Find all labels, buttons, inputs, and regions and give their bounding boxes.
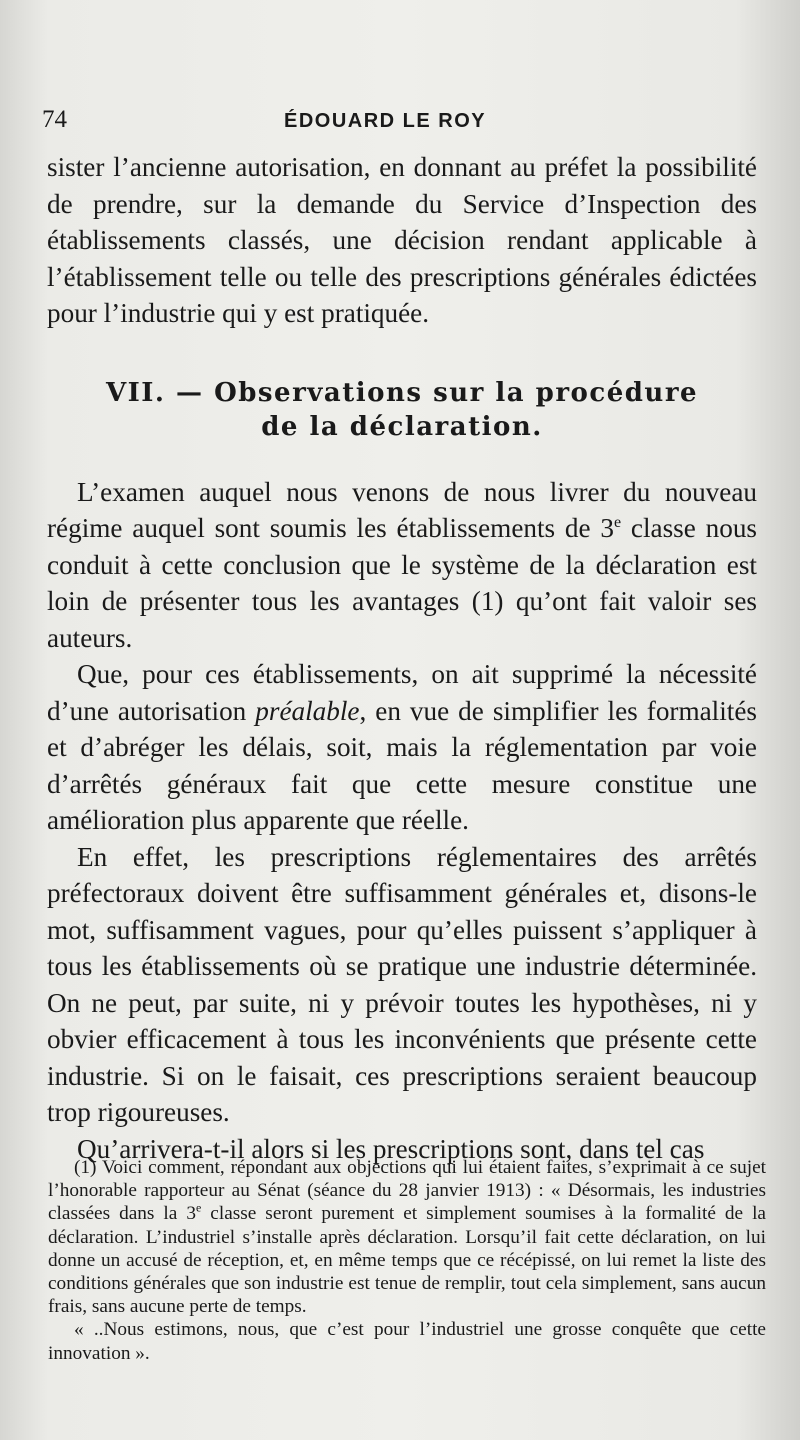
ordinal-superscript: e [614, 513, 622, 531]
paragraph-examen [47, 474, 757, 657]
section-title-line-1: VII. — Observations sur la procédure [105, 377, 699, 408]
paragraph-que-text-1: Que, pour ces établissements, on ait supprimé la nécessité d’une autorisation [47, 659, 757, 726]
page-number: 74 [42, 106, 67, 133]
paragraph-que [47, 656, 757, 839]
section-title [47, 376, 757, 444]
italic-prealable: préalable [255, 695, 360, 726]
paragraph-qu-arrivera: Qu’arrivera-t-il alors si les prescriptions sont, dans tel cas [77, 1133, 705, 1164]
footnote-1-quote: « ..Nous estimons, nous, que c’est pour l’industriel une grosse conquête que cette innovation ». [48, 1319, 766, 1364]
footnotes [48, 1156, 766, 1365]
paragraph-en-effet: En effet, les prescriptions réglementaires des arrêtés préfectoraux doivent être suffisamment générales et, disons-le mot, suffisamment vagues, pour qu’elles puissent s’appliquer à tous les établissements où se pratique une industrie déterminée. On ne peut, par suite, ni y prévoir toutes les hypothèses, ni y obvier efficacement à tous les inconvénients que présente cette industrie. Si on le faisait, ces prescriptions seraient beaucoup trop rigoureuses. [47, 841, 757, 1127]
footnote-1-text-2: classe seront purement et simplement soumises à la formalité de la déclaration. L’industriel s’installe après déclaration. Lorsqu’il fait cette déclaration, on lui donne un accusé de réception, et, en même temps que ce récépissé, on lui remet la liste des conditions générales que son industrie est tenue de remplir, tout cela simplement, sans aucun frais, sans aucune perte de temps. [48, 1203, 766, 1318]
footnote-1-text-1: (1) Voici comment, répondant aux objections qui lui étaient faites, s’exprimait à ce sujet l’honorable rapporteur au Sénat (séance du 28 janvier 1913) : « Désormais, les industries classées dans la 3 [48, 1157, 766, 1225]
footnote-1 [48, 1156, 766, 1318]
section-title-line-2: de la déclaration. [261, 411, 543, 442]
running-head: ÉDOUARD LE ROY [284, 110, 487, 132]
paragraph-que-text-2: , en vue de simplifier les formalités et d’abréger les délais, soit, mais la réglementation par voie d’arrêtés généraux fait que cette mesure constitue une amélioration plus apparente que réelle. [47, 695, 757, 835]
body-text [47, 149, 757, 1167]
paragraph-examen-text-1: L’examen auquel nous venons de nous livrer du nouveau régime auquel sont soumis les établissements de 3 [47, 476, 757, 543]
paragraph-continuation: sister l’ancienne autorisation, en donnant au préfet la possibilité de prendre, sur la demande du Service d’Inspection des établissements classés, une décision rendant applicable à l’établissement telle ou telle des prescriptions générales édictées pour l’industrie qui y est pratiquée. [47, 152, 757, 328]
footnote-ordinal-superscript: e [195, 1200, 202, 1215]
paragraph-examen-text-2: classe nous conduit à cette conclusion que le système de la déclaration est loin de présenter tous les avantages (1) qu’ont fait valoir ses auteurs. [47, 513, 758, 653]
page-header [42, 104, 762, 144]
